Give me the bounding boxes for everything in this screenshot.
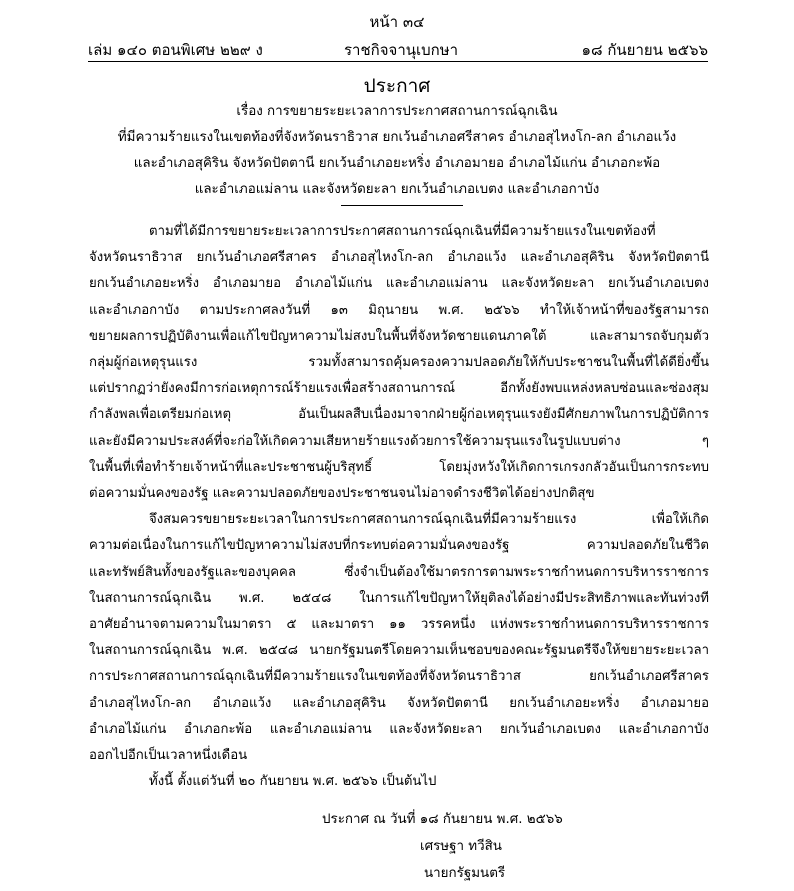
body-line: และทรัพย์สินทั้งของรัฐและของบุคคล ซึ่งจำเป็นต้องใช้มาตรการตามพระราชกำหนดการบริหารราชการ [89,564,709,580]
gazette-date: ๑๘ กันยายน ๒๕๖๖ [581,41,708,59]
body-line: อาศัยอำนาจตามความในมาตรา ๕ และมาตรา ๑๑ วรรคหนึ่ง แห่งพระราชกำหนดการบริหารราชการ [89,617,709,633]
body-line: กลุ่มผู้ก่อเหตุรุนแรง รวมทั้งสามารถคุ้มครองความปลอดภัยให้กับประชาชนในพื้นที่ได้ดียิ่งขึ้น [89,355,709,371]
body-line: ในพื้นที่เพื่อทำร้ายเจ้าหน้าที่และประชาชนผู้บริสุทธิ์ โดยมุ่งหวังให้เกิดการเกรงกลัวอันเป็นการกระทบ [89,459,709,475]
issue-info: เล่ม ๑๔๐ ตอนพิเศษ ๒๒๙ ง [88,41,263,59]
page-number: หน้า ๓๔ [369,13,425,31]
section-divider [341,205,463,206]
announcement-body [89,219,709,795]
body-line: ในสถานการณ์ฉุกเฉิน พ.ศ. ๒๕๔๘ ในการแก้ไขปัญหาให้ยุติลงได้อย่างมีประสิทธิภาพและทันท่วงที [89,590,709,606]
header-rule [88,61,708,62]
body-line: อำเภอสุไหงโก-ลก อำเภอแว้ง และอำเภอสุคิริน จังหวัดปัตตานี ยกเว้นอำเภอยะหริ่ง อำเภอมายอ [89,695,709,711]
body-line: และยังมีความประสงค์ที่จะก่อให้เกิดความเสียหายร้ายแรงด้วยการใช้ความรุนแรงในรูปแบบต่าง ๆ [89,433,709,449]
body-line: ในสถานการณ์ฉุกเฉิน พ.ศ. ๒๕๔๘ นายกรัฐมนตรีโดยความเห็นชอบของคณะรัฐมนตรีจึงให้ขยายระยะเวลา [89,643,709,659]
subject-line: และอำเภอสุคิริน จังหวัดปัตตานี ยกเว้นอำเภอยะหริ่ง อำเภอมายอ อำเภอไม้แก่น อำเภอกะพ้อ [133,156,661,171]
signature-date: ประกาศ ณ วันที่ ๑๘ กันยายน พ.ศ. ๒๕๖๖ [322,812,563,827]
body-line: ต่อความมั่นคงของรัฐ และความปลอดภัยของประชาชนจนไม่อาจดำรงชีวิตได้อย่างปกติสุข [89,486,595,502]
body-line: ความต่อเนื่องในการแก้ไขปัญหาความไม่สงบที่กระทบต่อความมั่นคงของรัฐ ความปลอดภัยในชีวิต [89,538,709,554]
body-line: กำลังพลเพื่อเตรียมก่อเหตุ อันเป็นผลสืบเนื่องมาจากฝ่ายผู้ก่อเหตุรุนแรงยังมีศักยภาพในการปฏิบัติการ [89,407,709,423]
body-line: การประกาศสถานการณ์ฉุกเฉินที่มีความร้ายแรงในเขตท้องที่จังหวัดนราธิวาส ยกเว้นอำเภอศรีสาคร [89,669,709,685]
body-line: อำเภอไม้แก่น อำเภอกะพ้อ และอำเภอแม่ลาน และจังหวัดยะลา ยกเว้นอำเภอเบตง และอำเภอกาบัง [89,721,709,737]
body-line: แต่ปรากฏว่ายังคงมีการก่อเหตุการณ์ร้ายแรงเพื่อสร้างสถานการณ์ อีกทั้งยังพบแหล่งหลบซ่อนและซ่องสุม [89,381,709,397]
announcement-subject [60,99,734,203]
signatory-position: นายกรัฐมนตรี [424,866,506,881]
body-line: ขยายผลการปฏิบัติงานเพื่อแก้ไขปัญหาความไม่สงบในพื้นที่จังหวัดชายแดนภาคใต้ และสามารถจับกุมตัว [89,328,709,344]
body-line: จึงสมควรขยายระยะเวลาในการประกาศสถานการณ์ฉุกเฉินที่มีความร้ายแรง เพื่อให้เกิด [149,512,709,528]
subject-line: ที่มีความร้ายแรงในเขตท้องที่จังหวัดนราธิวาส ยกเว้นอำเภอศรีสาคร อำเภอสุไหงโก-ลก อำเภอแว้ง [117,130,677,145]
effective-date-line: ทั้งนี้ ตั้งแต่วันที่ ๒๐ กันยายน พ.ศ. ๒๕๖๖ เป็นต้นไป [149,774,437,790]
body-line: จังหวัดนราธิวาส ยกเว้นอำเภอศรีสาคร อำเภอสุไหงโก-ลก อำเภอแว้ง และอำเภอสุคิริน จังหวัดปัตตานี [89,250,709,266]
announcement-title: ประกาศ [363,75,431,97]
subject-line: และอำเภอแม่ลาน และจังหวัดยะลา ยกเว้นอำเภอเบตง และอำเภอกาบัง [194,182,600,197]
body-line: ตามที่ได้มีการขยายระยะเวลาการประกาศสถานการณ์ฉุกเฉินที่มีความร้ายแรงในเขตท้องที่ [149,224,656,239]
body-line: และอำเภอกาบัง ตามประกาศลงวันที่ ๑๓ มิถุนายน พ.ศ. ๒๕๖๖ ทำให้เจ้าหน้าที่ของรัฐสามารถ [89,302,709,318]
body-line: ออกไปอีกเป็นเวลาหนึ่งเดือน [89,748,248,764]
subject-line: เรื่อง การขยายระยะเวลาการประกาศสถานการณ์ฉุกเฉิน [236,104,558,119]
gazette-header [88,38,708,58]
body-line: ยกเว้นอำเภอยะหริ่ง อำเภอมายอ อำเภอไม้แก่น และอำเภอแม่ลาน และจังหวัดยะลา ยกเว้นอำเภอเบตง [89,276,709,292]
signatory-name: เศรษฐา ทวีสิน [420,839,502,854]
gazette-name: ราชกิจจานุเบกษา [344,41,459,59]
